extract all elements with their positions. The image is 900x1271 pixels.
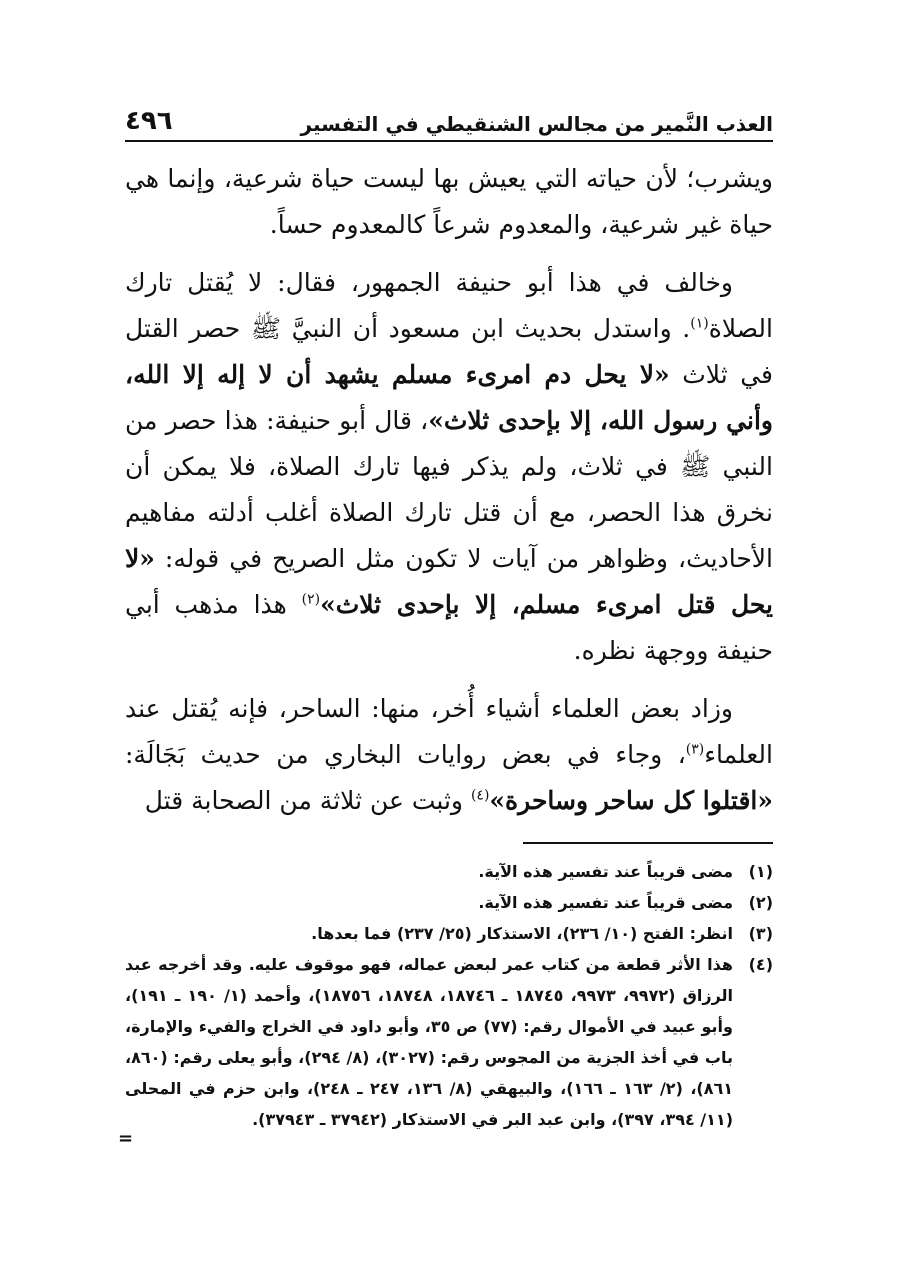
footnote-divider [523, 842, 773, 844]
paragraph-1 [125, 156, 773, 248]
paragraph-3 [125, 686, 773, 824]
paragraph-2-text-b: . واستدل بحديث ابن مسعود أن النبيَّ ﷺ حصر القتل في ثلاث [125, 314, 774, 389]
paragraph-2-text-c: ، قال أبو حنيفة: هذا حصر من النبي ﷺ في ثلاث، ولم يذكر فيها تارك الصلاة، فلا يمكن أن نخرق هذا الحصر، مع أن قتل تارك الصلاة أغلب أدلته مفاهيم الأحاديث، وظواهر من آيات لا تكون مثل الصريح في قوله: [125, 406, 773, 573]
footnote-text: هذا الأثر قطعة من كتاب عمر لبعض عماله، فهو موقوف عليه. وقد أخرجه عبد الرزاق (٩٩٧٢، ٩٩٧٣، ١٨٧٤٥ ـ ١٨٧٤٦، ١٨٧٤٨، ١٨٧٥٦)، وأحمد (١/ ١٩٠ ـ ١٩١)، وأبو عبيد في الأموال رقم: (٧٧) ص ٣٥، وأبو داود في الخراج والفيء والإمارة، باب في أخذ الجزية من المجوس رقم: (٣٠٢٧)، (٨/ ٢٩٤)، وأبو يعلى رقم: (٨٦٠، ٨٦١)، (٢/ ١٦٣ ـ ١٦٦)، والبيهقي (٨/ ١٣٦، ٢٤٧ ـ ٢٤٨)، وابن حزم في المحلى (١١/ ٣٩٤، ٣٩٧)، وابن عبد البر في الاستذكار (٣٧٩٤٢ ـ ٣٧٩٤٣). [125, 955, 734, 1129]
footnote-item [125, 949, 773, 1135]
main-text [125, 156, 773, 824]
paragraph-3-text-c: وثبت عن ثلاثة من الصحابة قتل [144, 786, 471, 815]
footnote-ref-2[interactable]: (٢) [301, 591, 321, 608]
paragraph-3-text-b: ، وجاء في بعض روايات البخاري من حديث بَجَالَة: [125, 740, 686, 769]
book-page [125, 92, 773, 1135]
footnote-number: (١) [748, 862, 773, 881]
footnote-item [125, 918, 773, 949]
paragraph-2-text-a: وخالف في هذا أبو حنيفة الجمهور، فقال: لا يُقتل تارك الصلاة [125, 268, 773, 343]
page-number: ٤٩٦ [125, 106, 173, 136]
footnote-item [125, 887, 773, 918]
paragraph-2 [125, 260, 773, 674]
footnote-item [125, 856, 773, 887]
footnote-number: (٢) [748, 893, 773, 912]
footnote-text: مضى قريباً عند تفسير هذه الآية. [478, 893, 733, 912]
footnote-number: (٣) [748, 924, 773, 943]
footnote-ref-4[interactable]: (٤) [470, 787, 490, 804]
hadith-quote-3: «اقتلوا كل ساحر وساحرة» [489, 786, 773, 815]
hadith-quote-1: «لا يحل دم امرىء مسلم يشهد أن لا إله إلا الله، وأني رسول الله، إلا بإحدى ثلاث» [125, 360, 773, 435]
footnote-number: (٤) [748, 955, 773, 974]
hadith-quote-2: «لا يحل قتل امرىء مسلم، إلا بإحدى ثلاث» [125, 544, 773, 619]
footnote-text: انظر: الفتح (١٠/ ٢٣٦)، الاستذكار (٢٥/ ٢٣٧) فما بعدها. [311, 924, 733, 943]
paragraph-3-text-a: وزاد بعض العلماء أشياء أُخر، منها: الساحر، فإنه يُقتل عند العلماء [125, 694, 773, 769]
paragraph-1-text: ويشرب؛ لأن حياته التي يعيش بها ليست حياة شرعية، وإنما هي حياة غير شرعية، والمعدوم شرعاً كالمعدوم حساً. [125, 164, 773, 239]
book-title: العذب النَّمير من مجالس الشنقيطي في التفسير [300, 112, 773, 136]
footnote-ref-3[interactable]: (٣) [685, 741, 705, 758]
footnote-text: مضى قريباً عند تفسير هذه الآية. [478, 862, 733, 881]
paragraph-2-text-d: هذا مذهب أبي حنيفة ووجهة نظره. [125, 590, 773, 665]
running-header [125, 92, 773, 142]
footnotes [125, 856, 773, 1135]
footnote-ref-1[interactable]: (١) [690, 315, 709, 332]
continuation-mark: = [118, 1128, 134, 1149]
